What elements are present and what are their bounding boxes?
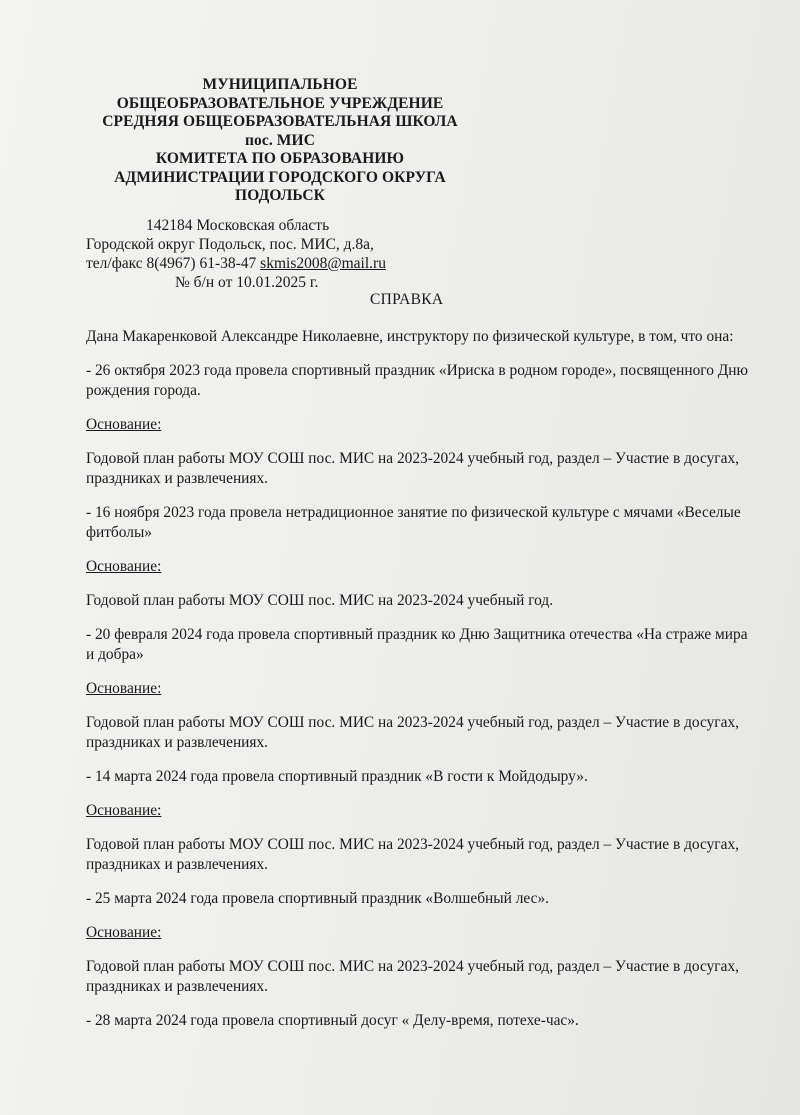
basis-label: Основание: — [86, 680, 162, 697]
document-title: СПРАВКА — [370, 291, 444, 308]
email-link[interactable]: skmis2008@mail.ru — [260, 255, 386, 272]
basis-label: Основание: — [86, 802, 162, 819]
address-street: Городской округ Подольск, пос. МИС, д.8а, — [86, 236, 374, 253]
body-paragraph: - 26 октября 2023 года провела спортивный праздник «Ириска в родном городе», посвященного Дню рождения города. — [86, 362, 748, 399]
header-line-3: СРЕДНЯЯ ОБЩЕОБРАЗОВАТЕЛЬНАЯ ШКОЛА — [102, 113, 458, 130]
basis-label: Основание: — [86, 416, 162, 433]
body-paragraph: - 20 февраля 2024 года провела спортивный праздник ко Дню Защитника отечества «На страже мира и добра» — [86, 626, 748, 663]
document-body — [86, 327, 754, 1045]
phone-fax: тел/факс 8(4967) 61-38-47 — [86, 255, 257, 272]
body-paragraph: - 14 марта 2024 года провела спортивный праздник «В гости к Мойдодыру». — [86, 768, 588, 785]
header-line-1: МУНИЦИПАЛЬНОЕ — [202, 76, 358, 93]
organization-header — [60, 76, 500, 206]
body-paragraph: Годовой план работы МОУ СОШ пос. МИС на 2023-2024 учебный год. — [86, 592, 554, 609]
body-paragraph: - 25 марта 2024 года провела спортивный праздник «Волшебный лес». — [86, 890, 549, 907]
body-paragraph: - 16 ноября 2023 года провела нетрадиционное занятие по физической культуре с мячами «Веселые фитболы» — [86, 504, 741, 541]
header-line-6: АДМИНИСТРАЦИИ ГОРОДСКОГО ОКРУГА — [114, 168, 446, 186]
basis-label: Основание: — [86, 558, 162, 575]
body-paragraph: Дана Макаренковой Александре Николаевне, инструктору по физической культуре, в том, что она: — [86, 328, 734, 345]
header-line-7: ПОДОЛЬСК — [235, 187, 325, 204]
body-paragraph: Годовой план работы МОУ СОШ пос. МИС на 2023-2024 учебный год, раздел – Участие в досугах, праздниках и развлечениях. — [86, 836, 739, 873]
address-postal: 142184 Московская область — [146, 217, 330, 234]
header-line-4: пос. МИС — [245, 131, 315, 149]
body-paragraph: Годовой план работы МОУ СОШ пос. МИС на 2023-2024 учебный год, раздел – Участие в досугах, праздниках и развлечениях. — [86, 958, 739, 995]
body-paragraph: Годовой план работы МОУ СОШ пос. МИС на 2023-2024 учебный год, раздел – Участие в досугах, праздниках и развлечениях. — [86, 450, 739, 487]
body-paragraph: Годовой план работы МОУ СОШ пос. МИС на 2023-2024 учебный год, раздел – Участие в досугах, праздниках и развлечениях. — [86, 714, 739, 751]
document-number: № б/н от 10.01.2025 г. — [175, 274, 319, 291]
basis-label: Основание: — [86, 924, 162, 941]
contact-line — [86, 254, 386, 273]
body-paragraph: - 28 марта 2024 года провела спортивный досуг « Делу-время, потехе-час». — [86, 1012, 579, 1029]
header-line-5: КОМИТЕТА ПО ОБРАЗОВАНИЮ — [155, 150, 405, 167]
header-line-2: ОБЩЕОБРАЗОВАТЕЛЬНОЕ УЧРЕЖДЕНИЕ — [116, 94, 444, 112]
